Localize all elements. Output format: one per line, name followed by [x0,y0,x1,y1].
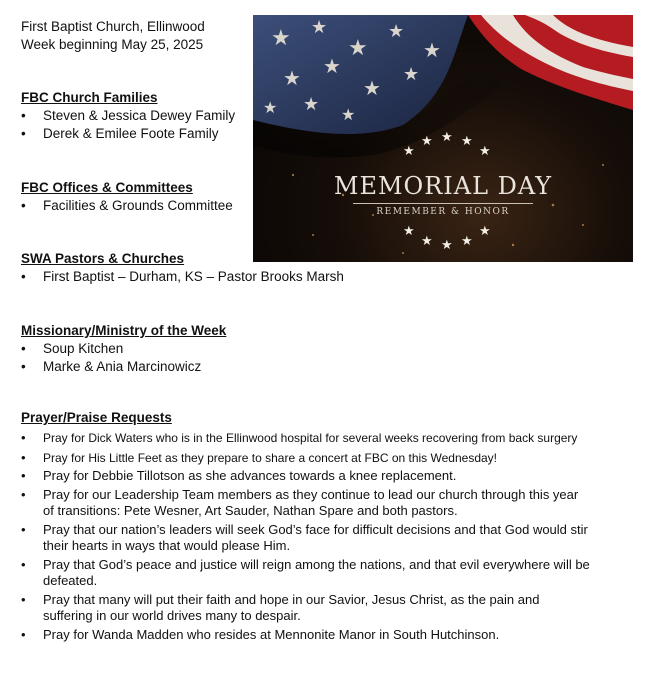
svg-text:★: ★ [323,56,341,78]
svg-text:★: ★ [403,64,420,84]
bullet-icon: • [21,557,26,572]
svg-text:★: ★ [479,223,491,238]
bullet-icon: • [21,450,26,465]
svg-text:★: ★ [403,143,415,158]
bullet-icon: • [21,627,26,642]
bullet-icon: • [21,341,26,356]
list-item: • Marke & Ania Marcinowicz [21,359,202,374]
bullet-icon: • [21,198,26,213]
section-missionary [21,322,621,376]
list-item: • Derek & Emilee Foote Family [21,126,219,141]
bullet-icon: • [21,269,26,284]
section-heading: FBC Offices & Committees [21,180,193,195]
svg-text:★: ★ [441,129,453,144]
banner-divider [353,203,533,204]
bulletin-header [21,18,205,54]
section-heading: Missionary/Ministry of the Week [21,323,227,338]
bullet-icon: • [21,468,26,483]
svg-text:★: ★ [403,223,415,238]
svg-text:★: ★ [263,100,278,117]
list-item: • Steven & Jessica Dewey Family [21,108,236,123]
list-item: • Soup Kitchen [21,341,124,356]
section-swa-pastors [21,250,621,286]
list-item: • Pray for His Little Feet as they prepare to share a concert at FBC on this Wednesday! [21,448,591,468]
svg-text:★: ★ [479,143,491,158]
svg-text:★: ★ [283,68,301,90]
section-heading: FBC Church Families [21,90,158,105]
bullet-icon: • [21,108,26,123]
list-item: • Pray that God’s peace and justice will reign among the nations, and that evil everywhere will be defeated. [21,557,590,588]
week-date: Week beginning May 25, 2025 [21,37,204,52]
svg-text:★: ★ [441,237,453,252]
svg-text:★: ★ [341,107,356,124]
list-item: • First Baptist – Durham, KS – Pastor Brooks Marsh [21,269,344,284]
svg-text:★: ★ [388,21,405,41]
banner-subtitle: REMEMBER & HONOR [376,207,510,217]
svg-text:★: ★ [421,233,433,248]
list-item: • Pray for Debbie Tillotson as she advances towards a knee replacement. [21,468,457,483]
bullet-icon: • [21,522,26,537]
svg-text:★: ★ [348,35,368,60]
bullet-icon: • [21,430,26,445]
svg-text:★: ★ [311,17,328,37]
section-heading: SWA Pastors & Churches [21,251,185,266]
section-offices-committees [21,179,249,215]
section-prayer-requests [21,409,591,646]
list-item: • Pray that many will put their faith and hope in our Savior, Jesus Christ, as the pain and suffering in our world drives many to despair. [21,592,540,623]
list-item: • Facilities & Grounds Committee [21,198,233,213]
section-church-families [21,89,621,143]
section-heading: Prayer/Praise Requests [21,410,172,425]
svg-text:★: ★ [271,25,291,50]
bullet-icon: • [21,487,26,502]
svg-text:★: ★ [461,233,473,248]
list-item: • Pray for Wanda Madden who resides at Mennonite Manor in South Hutchinson. [21,627,500,642]
church-name: First Baptist Church, Ellinwood [21,19,205,34]
svg-text:★: ★ [423,40,441,62]
list-item: • Pray for Dick Waters who is in the Ellinwood hospital for several weeks recovering from back surgery [21,428,591,448]
svg-text:★: ★ [421,133,433,148]
svg-text:★: ★ [303,94,320,114]
bullet-icon: • [21,592,26,607]
svg-text:★: ★ [363,78,381,100]
svg-text:★: ★ [461,133,473,148]
bullet-icon: • [21,359,26,374]
list-item: • Pray that our nation’s leaders will seek God’s face for difficult decisions and that God would stir their hearts in ways that would please Him. [21,522,588,553]
banner-title: MEMORIAL DAY [333,172,553,200]
list-item: • Pray for our Leadership Team members as they continue to lead our church through this year of transitions: Pete Wesner, Art Sauder, Nathan Spare and both pastors. [21,487,579,518]
bullet-icon: • [21,126,26,141]
